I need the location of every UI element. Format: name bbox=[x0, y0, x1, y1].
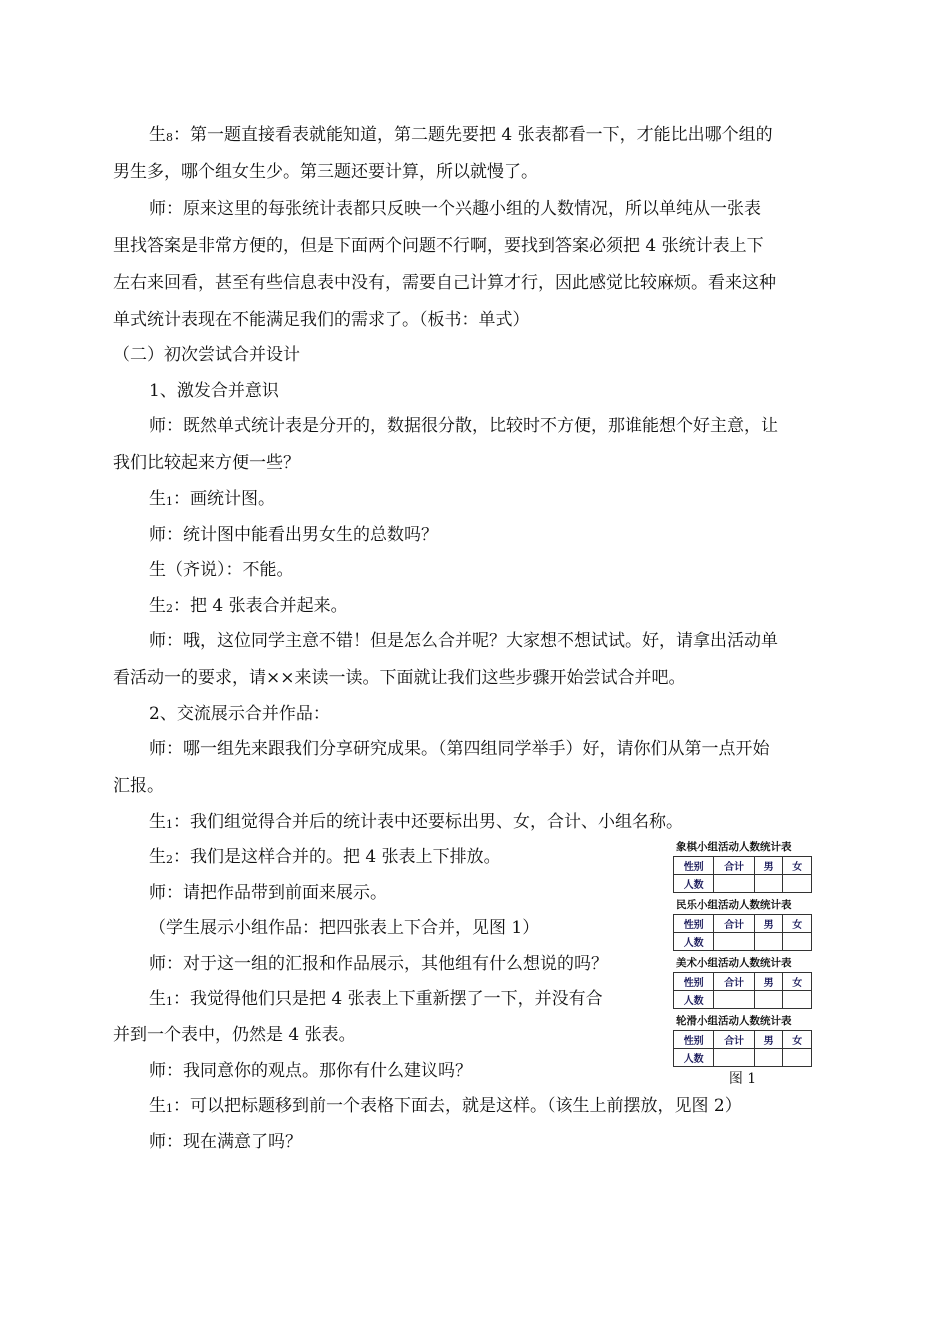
section-heading-2: （二）初次尝试合并设计 bbox=[113, 345, 300, 365]
table-header-cell: 女 bbox=[783, 1031, 812, 1049]
paragraph-student1-d: 生1：可以把标题移到前一个表格下面去，就是这样。（该生上前摆放，见图 2） bbox=[149, 1096, 742, 1116]
paragraph-student1-b: 生1：我们组觉得合并后的统计表中还要标出男、女，合计、小组名称。 bbox=[149, 812, 683, 832]
paragraph-student2-a: 生2：把 4 张表合并起来。 bbox=[149, 596, 348, 616]
paragraph-student1-c: 生1：我觉得他们只是把 4 张表上下重新摆了一下，并没有合 bbox=[149, 989, 603, 1009]
table-cell bbox=[783, 991, 812, 1009]
paragraph-students-chorus: 生（齐说）：不能。 bbox=[149, 560, 294, 580]
paragraph-teacher-2-line2: 我们比较起来方便一些？ bbox=[113, 453, 300, 473]
paragraph-student1-a: 生1：画统计图。 bbox=[149, 489, 275, 509]
paragraph-teacher-1: 师：原来这里的每张统计表都只反映一个兴趣小组的人数情况，所以单纯从一张表 bbox=[149, 199, 761, 219]
table-row-label: 人数 bbox=[674, 1049, 714, 1067]
paragraph-teacher-4: 师：哦，这位同学主意不错！但是怎么合并呢？大家想不想试试。好，请拿出活动单 bbox=[149, 631, 778, 651]
subsection-heading-1: 1、激发合并意识 bbox=[149, 381, 279, 401]
table-cell bbox=[783, 1049, 812, 1067]
table-header-cell: 合计 bbox=[714, 857, 754, 875]
table-cell bbox=[783, 875, 812, 893]
stat-table-chess bbox=[673, 856, 812, 893]
figure-caption: 图 1 bbox=[728, 1071, 757, 1087]
table-header-cell: 男 bbox=[754, 1031, 783, 1049]
paragraph-student2-b: 生2：我们是这样合并的。把 4 张表上下排放。 bbox=[149, 847, 501, 867]
table-header-cell: 合计 bbox=[714, 1031, 754, 1049]
paragraph-teacher-5-line2: 汇报。 bbox=[113, 776, 164, 796]
paragraph-student8: 生8：第一题直接看表就能知道，第二题先要把 4 张表都看一下，才能比出哪个组的 bbox=[149, 125, 773, 145]
stat-table-art bbox=[673, 972, 812, 1009]
paragraph-student8-cont: 男生多，哪个组女生少。第三题还要计算，所以就慢了。 bbox=[113, 162, 538, 182]
table-header-cell: 男 bbox=[754, 915, 783, 933]
table-row-label: 人数 bbox=[674, 875, 714, 893]
stat-table-folk-music bbox=[673, 914, 812, 951]
paragraph-teacher-3: 师：统计图中能看出男女生的总数吗？ bbox=[149, 525, 438, 545]
paragraph-teacher-4-line2: 看活动一的要求，请××来读一读。下面就让我们这些步骤开始尝试合并吧。 bbox=[113, 668, 686, 688]
table-title: 民乐小组活动人数统计表 bbox=[676, 899, 792, 911]
table-cell bbox=[714, 875, 754, 893]
table-cell bbox=[783, 933, 812, 951]
table-cell bbox=[714, 1049, 754, 1067]
paragraph-student1-c-line2: 并到一个表中，仍然是 4 张表。 bbox=[113, 1025, 356, 1045]
table-cell bbox=[754, 991, 783, 1009]
paragraph-teacher-6: 师：请把作品带到前面来展示。 bbox=[149, 883, 387, 903]
figure-1 bbox=[673, 838, 813, 1088]
table-header-cell: 性别 bbox=[674, 973, 714, 991]
paragraph-teacher-1-line4: 单式统计表现在不能满足我们的需求了。（板书：单式） bbox=[113, 310, 530, 330]
paragraph-teacher-1-line2: 里找答案是非常方便的，但是下面两个问题不行啊，要找到答案必须把 4 张统计表上下 bbox=[113, 236, 764, 256]
stat-table-skating bbox=[673, 1030, 812, 1067]
table-header-cell: 女 bbox=[783, 915, 812, 933]
paragraph-teacher-1-line3: 左右来回看，甚至有些信息表中没有，需要自己计算才行，因此感觉比较麻烦。看来这种 bbox=[113, 273, 776, 293]
table-cell bbox=[754, 933, 783, 951]
paragraph-teacher-8: 师：我同意你的观点。那你有什么建议吗？ bbox=[149, 1061, 472, 1081]
table-title: 美术小组活动人数统计表 bbox=[676, 957, 792, 969]
table-header-cell: 男 bbox=[754, 857, 783, 875]
table-title: 象棋小组活动人数统计表 bbox=[676, 841, 792, 853]
table-header-cell: 女 bbox=[783, 857, 812, 875]
paragraph-teacher-9: 师：现在满意了吗？ bbox=[149, 1132, 302, 1152]
table-header-cell: 合计 bbox=[714, 915, 754, 933]
paragraph-teacher-7: 师：对于这一组的汇报和作品展示，其他组有什么想说的吗？ bbox=[149, 954, 608, 974]
table-cell bbox=[754, 875, 783, 893]
table-cell bbox=[714, 933, 754, 951]
table-header-cell: 性别 bbox=[674, 1031, 714, 1049]
table-row-label: 人数 bbox=[674, 991, 714, 1009]
table-header-cell: 合计 bbox=[714, 973, 754, 991]
table-header-cell: 男 bbox=[754, 973, 783, 991]
table-cell bbox=[754, 1049, 783, 1067]
table-cell bbox=[714, 991, 754, 1009]
table-title: 轮滑小组活动人数统计表 bbox=[676, 1015, 792, 1027]
table-header-cell: 性别 bbox=[674, 857, 714, 875]
subsection-heading-2: 2、交流展示合并作品： bbox=[149, 704, 330, 724]
table-header-cell: 性别 bbox=[674, 915, 714, 933]
paragraph-teacher-5: 师：哪一组先来跟我们分享研究成果。（第四组同学举手）好，请你们从第一点开始 bbox=[149, 739, 770, 759]
paragraph-student-show: （学生展示小组作品：把四张表上下合并，见图 1） bbox=[149, 918, 540, 938]
paragraph-teacher-2: 师：既然单式统计表是分开的，数据很分散，比较时不方便，那谁能想个好主意，让 bbox=[149, 416, 778, 436]
table-header-cell: 女 bbox=[783, 973, 812, 991]
table-row-label: 人数 bbox=[674, 933, 714, 951]
